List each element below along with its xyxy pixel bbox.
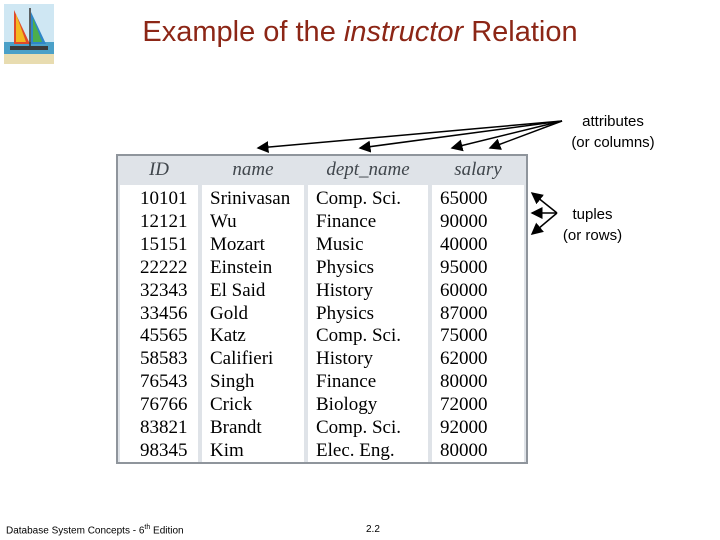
slide-title [0,16,720,49]
cell-name: El Said [210,279,266,301]
attributes-callout-line1: attributes [582,113,644,130]
cell-name: Brandt [210,417,262,438]
column-salary [432,185,524,462]
column-header-name: name [232,159,274,180]
arrow-to-id-column [258,121,562,148]
instructor-relation-table [116,154,528,464]
cell-name: Srinivasan [210,188,291,209]
cell-salary: 95000 [440,256,488,278]
cell-id: 22222 [140,256,188,278]
column-header-salary: salary [454,159,502,180]
cell-dept-name: Comp. Sci. [316,417,401,438]
cell-id: 83821 [140,417,188,438]
title-prefix: Example of the [142,16,344,48]
arrow-to-name-column [360,121,562,148]
title-emphasis: instructor [343,16,464,48]
tuples-callout [540,204,645,246]
cell-id: 45565 [140,325,188,347]
cell-id: 15151 [140,233,188,255]
cell-name: Crick [210,394,253,416]
cell-salary: 60000 [440,279,488,301]
cell-name: Singh [210,371,255,393]
cell-name: Kim [210,439,244,461]
title-suffix: Relation [463,16,578,48]
cell-id: 33456 [140,302,188,324]
attributes-callout-line2: (or columns) [571,134,655,151]
cell-id: 10101 [140,188,188,209]
cell-name: Katz [210,325,246,347]
cell-salary: 40000 [440,233,488,255]
column-header-dept-name: dept_name [326,159,410,180]
cell-dept-name: Physics [316,256,375,278]
cell-salary: 75000 [440,325,488,347]
cell-dept-name: History [316,279,373,301]
cell-dept-name: Elec. Eng. [316,439,395,461]
cell-id: 12121 [140,210,188,232]
tuples-callout-line2: (or rows) [562,227,623,244]
cell-id: 98345 [140,439,188,461]
cell-id: 76543 [140,371,188,393]
page-number: 2.2 [366,524,380,535]
footer-book-sup: th [144,524,151,531]
cell-salary: 90000 [440,210,488,232]
cell-dept-name: History [316,348,373,370]
column-dept-name [308,185,428,462]
cell-dept-name: Finance [316,371,377,393]
column-header-id: ID [148,159,170,180]
attributes-callout [553,111,673,153]
cell-salary: 72000 [440,394,488,416]
arrow-to-salary-column [490,121,562,148]
cell-name: Mozart [210,233,265,255]
cell-dept-name: Biology [316,394,378,416]
cell-salary: 87000 [440,302,488,324]
cell-id: 32343 [140,279,188,301]
cell-id: 76766 [140,394,188,416]
cell-dept-name: Finance [316,210,377,232]
cell-dept-name: Comp. Sci. [316,188,401,209]
footer-book-suffix: Edition [150,525,184,537]
tuples-callout-line1: tuples [572,206,613,223]
cell-salary: 80000 [440,439,488,461]
arrow-to-dept-column [452,121,562,148]
cell-dept-name: Comp. Sci. [316,325,401,347]
cell-salary: 80000 [440,371,488,393]
cell-salary: 92000 [440,417,488,438]
cell-name: Gold [210,302,248,324]
column-name [202,185,304,462]
cell-dept-name: Physics [316,302,375,324]
cell-id: 58583 [140,348,188,370]
cell-name: Wu [210,210,237,232]
cell-name: Califieri [210,348,274,370]
cell-name: Einstein [210,256,273,278]
footer-book-prefix: Database System Concepts - 6 [6,525,145,537]
cell-salary: 65000 [440,188,488,209]
column-id [120,185,198,462]
cell-salary: 62000 [440,348,488,370]
cell-dept-name: Music [316,233,364,255]
footer-book-title [6,524,184,536]
